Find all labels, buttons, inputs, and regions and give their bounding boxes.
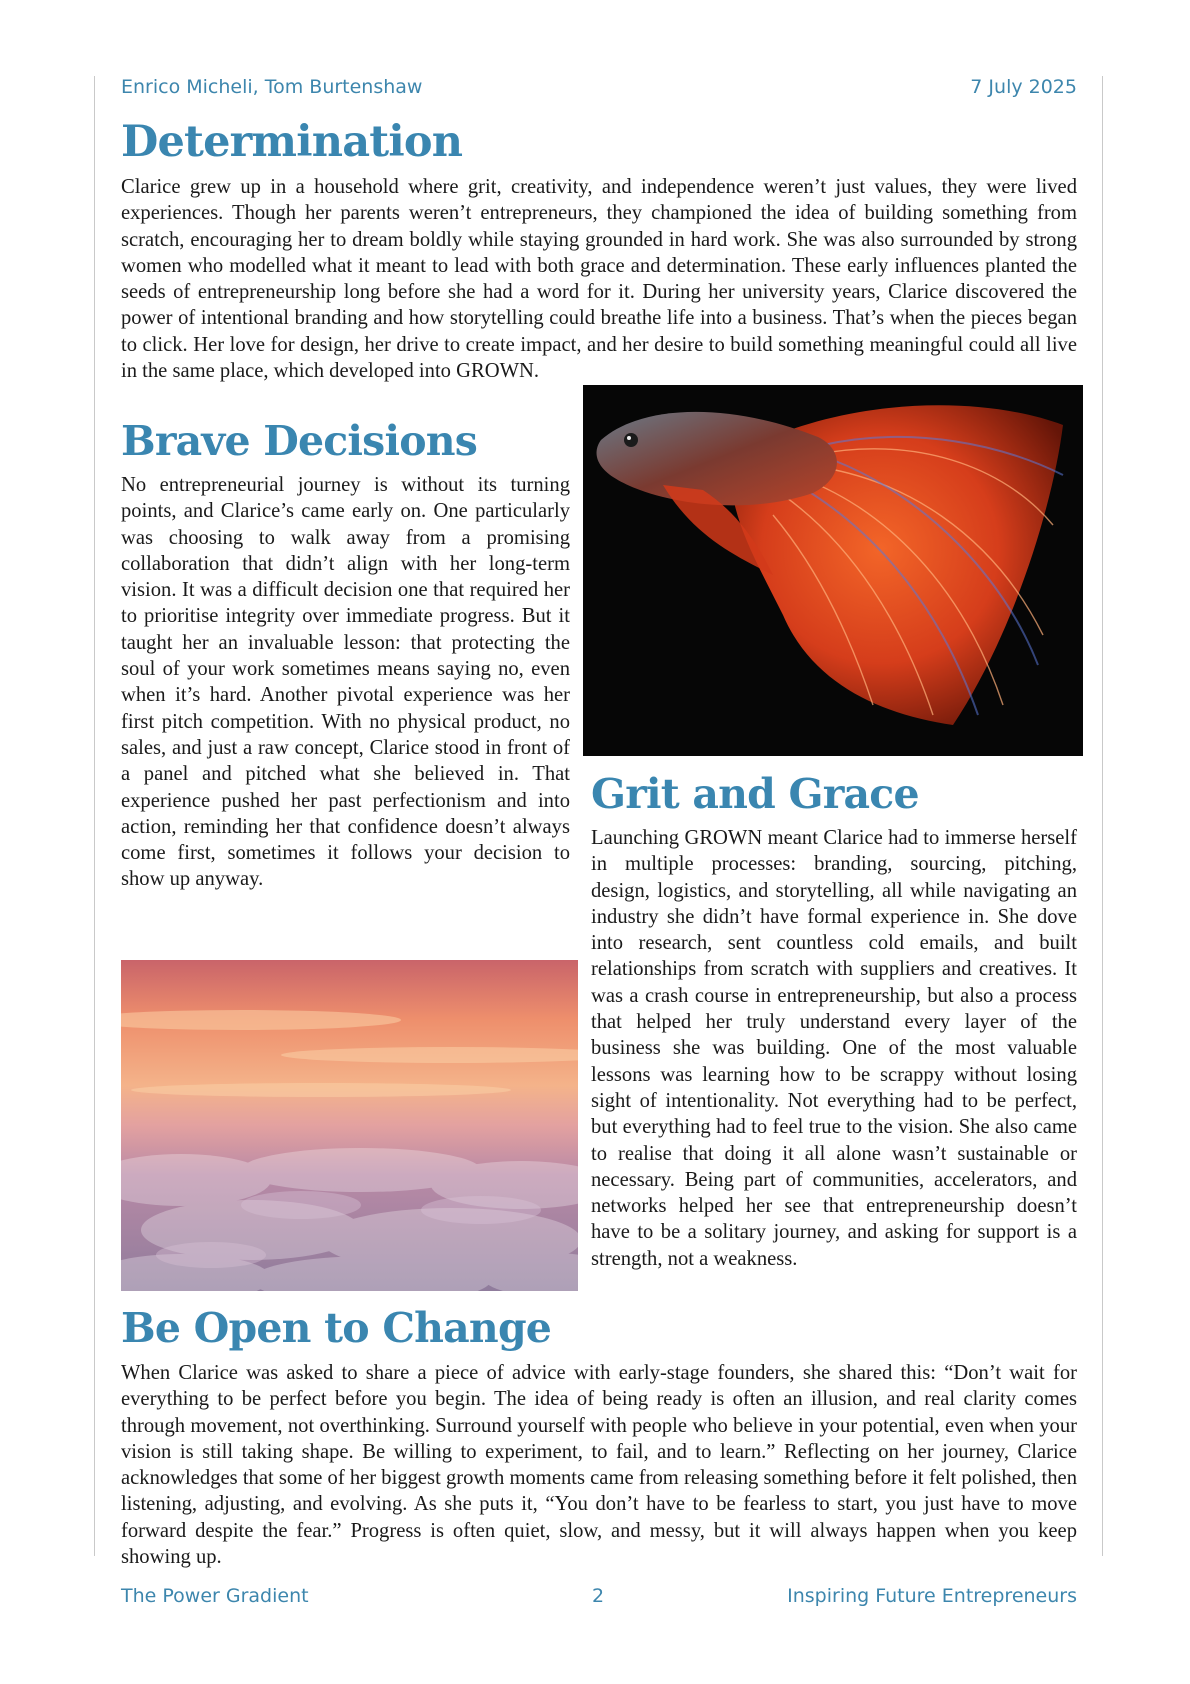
- paragraph-be-open-to-change: When Clarice was asked to share a piece of advice with early-stage founders, she shared this: “Don’t wait for everything to be perfect before you begin. The idea of being ready is often an illusion, and real clarity comes through movement, not overthinking. Surround yourself with people who believe in your potential, even when your vision is still taking shape. Be willing to experiment, to fail, and to learn.” Reflecting on her journey, Clarice acknowledges that some of her biggest growth moments came from releasing something before it felt polished, then listening, adjusting, and evolving. As she puts it, “You don’t have to be fearless to start, you just have to move forward despite the fear.” Progress is often quiet, slow, and messy, but it will always happen when you keep showing up.: [121, 1362, 1077, 1569]
- header-date: 7 July 2025: [970, 76, 1077, 98]
- heading-brave-decisions: Brave Decisions: [121, 417, 478, 465]
- paragraph-determination: Clarice grew up in a household where grit, creativity, and independence weren’t just values, they were lived experiences. Though her parents weren’t entrepreneurs, they championed the idea of building something from scratch, encouraging her to dream boldly while staying grounded in hard work. She was also surrounded by strong women who modelled what it meant to lead with both grace and determination. These early influences planted the seeds of entrepreneurship long before she had a word for it. During her university years, Clarice discovered the power of intentional branding and how storytelling could breathe life into a business. That’s when the pieces began to click. Her love for design, her drive to create impact, and her desire to build something meaningful could all live in the same place, which developed into GROWN.: [121, 176, 1077, 383]
- betta-fish-photo: [583, 385, 1083, 756]
- footer-publication: The Power Gradient: [121, 1585, 309, 1607]
- heading-grit-and-grace: Grit and Grace: [591, 770, 919, 818]
- betta-fish-illustration: [583, 385, 1083, 756]
- heading-be-open-to-change: Be Open to Change: [121, 1304, 552, 1352]
- header-authors: Enrico Micheli, Tom Burtenshaw: [121, 76, 423, 98]
- right-margin-rule: [1102, 76, 1103, 1556]
- sunset-clouds-photo: [121, 960, 578, 1291]
- paragraph-grit-and-grace: Launching GROWN meant Clarice had to immerse herself in multiple processes: branding, sourcing, pitching, design, logistics, and storytelling, all while navigating an industry she didn’t have formal experience in. She dove into research, sent countless cold emails, and built relationships from scratch with suppliers and creatives. It was a crash course in entrepreneurship, but also a process that helped her truly understand every layer of the business she was building. One of the most valuable lessons was learning how to be scrappy without losing sight of intentionality. Not everything had to be perfect, but everything had to feel true to the vision. She also came to realise that doing it all alone wasn’t sustainable or necessary. Being part of communities, accelerators, and networks helped her see that entrepreneurship doesn’t have to be a solitary journey, and asking for support is a strength, not a weakness.: [591, 827, 1077, 1270]
- sunset-clouds-illustration: [121, 960, 578, 1291]
- footer-tagline: Inspiring Future Entrepreneurs: [787, 1585, 1077, 1607]
- left-margin-rule: [94, 76, 95, 1556]
- heading-determination: Determination: [121, 117, 463, 167]
- footer-page-number: 2: [592, 1585, 605, 1607]
- paragraph-brave-decisions: No entrepreneurial journey is without its turning points, and Clarice’s came early on. One particularly was choosing to walk away from a promising collaboration that didn’t align with her long-term vision. It was a difficult decision one that required her to prioritise integrity over immediate progress. But it taught her an invaluable lesson: that protecting the soul of your work sometimes means saying no, even when it’s hard. Another pivotal experience was her first pitch competition. With no physical product, no sales, and just a raw concept, Clarice stood in front of a panel and pitched what she believed in. That experience pushed her past perfectionism and into action, reminding her that confidence doesn’t always come first, sometimes it follows your decision to show up anyway.: [121, 474, 570, 891]
